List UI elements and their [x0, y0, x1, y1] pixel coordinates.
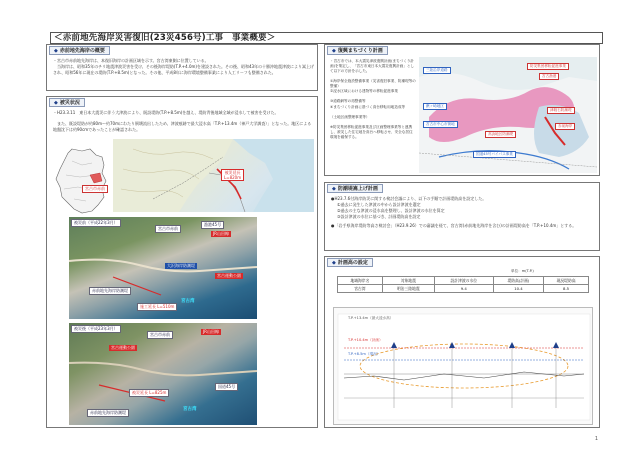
iwate-outline-icon	[52, 147, 110, 215]
reconstruction-panel	[324, 44, 600, 176]
reconstruction-header: ◆ 復興まちづくり計画	[327, 46, 388, 55]
inset-area-label: 宮古市赤前	[82, 185, 108, 193]
overview-text-1: ・宮古市赤前地先海岸は、本復旧海岸の計画区域を示す。宮古湾東側に位置している。	[53, 58, 209, 63]
photo-after-extent: 被災延長 L=825m	[129, 389, 169, 397]
map-label-downtown: 宮古市中心市街地	[423, 121, 458, 128]
table-header-cell: 設計津波の水位	[434, 277, 493, 285]
damage-text-2: また、既設堤防が約80m～約70mにわたり倒壊流出したため、津波痕跡で最大浸水高「T.P.+13.4m（神戸大学調査）」となった。地区による地盤沈下は約90cmであったことが確認された。	[53, 121, 312, 132]
diamond-bullet-icon: ◆	[332, 260, 336, 266]
map-label-port: 宮古漁港	[539, 73, 559, 80]
damage-extent-value: L=820m	[224, 175, 242, 180]
photo-after-label-bay: 宮古湾	[183, 407, 197, 412]
chart-label-max: T.P.+13.4m（最大浸水高）	[348, 316, 394, 320]
map-label-bypass: 国道45号バイパス事業	[473, 151, 516, 158]
page-title: ＜赤前地先海岸災害復旧(23災456号)工事 事業概要＞	[50, 32, 603, 44]
reconstruction-text-2: ②浸水区域における建物等の移転促進事業	[330, 89, 398, 93]
reconstruction-text-4: ④まちづくり計画に基づく高台移転用地造成等	[330, 105, 406, 109]
height-item-3: ③設計津波の水位に基づき、計画堤防高を設定	[337, 214, 421, 219]
planned-height-panel	[324, 256, 600, 428]
damage-topo-map	[113, 139, 314, 212]
map-label-relocation: 防災集団移転促進事業	[527, 63, 569, 70]
overview-panel	[46, 44, 318, 91]
planned-height-table	[337, 276, 589, 293]
aerial-photo-after	[69, 323, 257, 425]
photo-before-caption: 被災前（平成22年3月）	[71, 219, 121, 227]
photo-after-label-seawall: 赤前地先海岸防潮堤	[87, 409, 129, 417]
photo-after-label-akamae: 宮古市赤前	[147, 331, 173, 339]
planned-height-header: ◆ 計画高の設定	[327, 258, 373, 267]
height-profile-graphic	[334, 308, 594, 426]
photo-before-extent: 施工延長 L=510m	[137, 303, 177, 311]
damage-extent-callout	[221, 169, 244, 181]
damage-header: ◆ 被災状況	[49, 98, 85, 107]
table-header-row	[338, 277, 589, 285]
chart-label-planned: T.P.+10.4m（計画）	[348, 338, 383, 342]
table-cell: 宮古湾	[338, 285, 383, 293]
damage-panel	[46, 96, 318, 428]
reconstruction-text-5: （土地区画整理事業等）	[330, 115, 370, 119]
table-header-cell: 対象地震	[382, 277, 434, 285]
unit-label: 単位：m(T.P.)	[511, 269, 534, 273]
photo-before-label-akamae: 宮古市赤前	[155, 225, 181, 233]
table-cell: 8.5	[544, 285, 589, 293]
map-label-tsugaruishi: 津軽石防潮堤	[547, 107, 575, 114]
photo-before-label-park: 宮古運動公園	[217, 273, 241, 278]
reconstruction-text-0: ・宮古市では、本大震災津波復興計画(まちづくり計画)を策定し、「宮古市東日本大震災復興計画」として以下の方針を示した。	[330, 59, 415, 73]
photo-before-label-bay: 宮古湾	[181, 299, 195, 304]
photo-after-label-park: 宮古運動公園	[111, 345, 135, 350]
height-item-2: ②過去の主な津波の浸水高を整理し、設計津波の水位を算定	[337, 208, 445, 213]
diamond-bullet-icon: ◆	[332, 48, 336, 54]
page-number: 1	[594, 436, 598, 442]
table-header-cell: 地域海岸名	[338, 277, 383, 285]
aerial-photo-before	[69, 217, 257, 319]
reconstruction-text-6: ※防災集団移転促進事業及び区画整理事業等と連携し、被災した住宅地を高台へ移転させ、安全な居住環境を確保する。	[330, 125, 413, 139]
reconstruction-text-1: ①海岸保全施設整備事業（災害復旧事業、防潮堤等の整備）	[330, 79, 416, 88]
diamond-bullet-icon: ◆	[332, 186, 336, 192]
diamond-bullet-icon: ◆	[54, 100, 58, 106]
table-cell: 10.4	[493, 285, 543, 293]
photo-before-label-route45: 漁港45号	[201, 221, 224, 229]
photo-before-label-jr: JR山田線	[213, 231, 229, 236]
table-header-cell: 堤防高(計画)	[493, 277, 543, 285]
chart-label-current: T.P.+8.5m（現況）	[348, 352, 381, 356]
overview-header: ◆ 赤前地先海岸の概要	[49, 46, 110, 55]
height-item-4: ●「岩手県海岸堤防等高さ検討会」（H23.9.26）での審議を経て、宮古湾(赤前地先海岸を含む)の計画堤防高を「T.P.+10.4m」とする。	[331, 223, 577, 228]
diamond-bullet-icon: ◆	[54, 48, 58, 54]
damage-text-1: ・H23.3.11 東日本大震災に伴う大津波により、既設堤防(T.P.+8.5m)を越え、堤防背後地域全域が浸水して被害を受けた。	[53, 110, 279, 115]
height-plan-header: ◆ 防潮堤嵩上げ計画	[327, 184, 383, 193]
map-label-sanriku: 三陸沿岸道路	[423, 67, 451, 74]
topo-map-graphic	[113, 139, 314, 212]
height-profile-chart	[333, 307, 593, 425]
table-header-cell: 現況堤防高	[544, 277, 589, 285]
overview-text-2: 当海岸は、昭和35年のチリ地震津波災害を受け、その後海岸堤防(T.P.+4.0m)を建設された。その後、昭和43年の十勝沖地震津波により嵩上げされ、昭和56年に現在の堤防(T.P.+8.5m)となった。その他、平成8年に海岸環境整備事業により人工リーフも整備された。	[53, 64, 315, 75]
map-label-akamae: 赤前海岸	[555, 123, 575, 130]
table-cell: 9.4	[434, 285, 493, 293]
table-row	[338, 285, 589, 293]
photo-before-label-seawall: 赤前地先海岸防潮堤	[89, 287, 131, 295]
table-cell: 明治三陸地震	[382, 285, 434, 293]
photo-after-label-route45: 国道45号	[215, 383, 238, 391]
reconstruction-map	[419, 57, 597, 173]
height-plan-panel	[324, 182, 600, 251]
prefecture-inset-map	[52, 147, 110, 215]
map-label-kuwagasaki: 鍬ヶ崎地区	[423, 103, 447, 110]
photo-before-label-osawa: 大沢海岸防潮堤	[167, 263, 195, 268]
photo-after-caption: 被災後（平成23年3月）	[71, 325, 121, 333]
reconstruction-text-3: ③道路網等の再整備等	[330, 99, 366, 103]
height-item-1: ①過去に発生した津波の中から設計津波を選定	[337, 202, 421, 207]
map-label-takahama: 高浜地区防潮堤	[485, 131, 516, 138]
photo-after-label-jr: JR山田線	[203, 329, 219, 334]
height-item-0: ●H23.7.6付海岸防災に関する検討会議により、以下の手順で計画堤防高を設定した。	[331, 196, 487, 201]
damage-extent-title: 被災延長	[224, 170, 241, 175]
